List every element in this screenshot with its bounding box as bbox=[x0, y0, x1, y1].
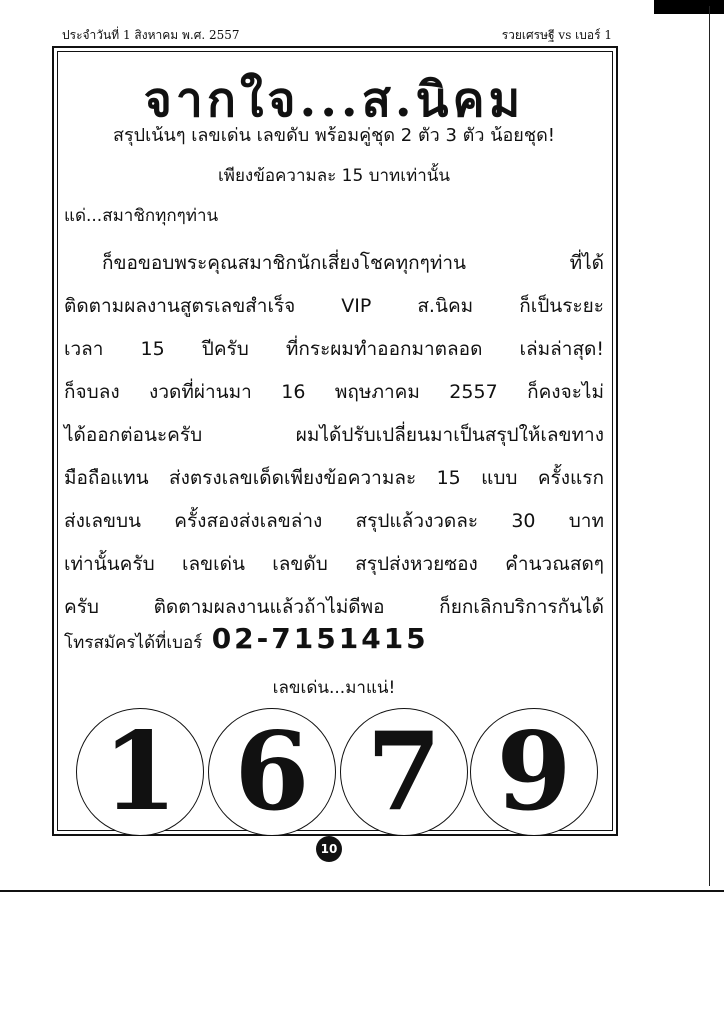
page-number-badge: 10 bbox=[316, 836, 342, 862]
body-line: ครับ ติดตามผลงานแล้วถ้าไม่ดีพอ ก็ยกเลิกบริการกันได้ bbox=[64, 596, 604, 618]
lucky-digit-circle bbox=[340, 708, 468, 836]
body-line: ส่งเลขบน ครั้งสองส่งเลขล่าง สรุปแล้วงวดละ 30 บาท bbox=[64, 510, 604, 532]
ad-title: จากใจ...ส.นิคม bbox=[143, 72, 525, 128]
lucky-digit-circle bbox=[208, 708, 336, 836]
ad-content bbox=[64, 56, 604, 835]
lucky-digit: 7 bbox=[366, 709, 442, 835]
body-line: มือถือแทน ส่งตรงเลขเด็ดเพียงข้อความละ 15 แบบ ครั้งแรก bbox=[64, 467, 604, 489]
ad-intro: แด่...สมาชิกทุกๆท่าน bbox=[64, 206, 219, 226]
phone-prefix: โทรสมัครได้ที่เบอร์ bbox=[64, 633, 203, 653]
body-line: ได้ออกต่อนะครับ ผมได้ปรับเปลี่ยนมาเป็นสรุปให้เลขทาง bbox=[64, 424, 604, 446]
header-publication: รวยเศรษฐี vs เบอร์ 1 bbox=[501, 28, 612, 42]
ad-subtitle: สรุปเน้นๆ เลขเด่น เลขดับ พร้อมคู่ชุด 2 ตัว 3 ตัว น้อยชุด! bbox=[113, 125, 555, 146]
lucky-digit-circle bbox=[470, 708, 598, 836]
ad-price-line: เพียงข้อความละ 15 บาทเท่านั้น bbox=[217, 166, 451, 186]
header-date: ประจำวันที่ 1 สิงหาคม พ.ศ. 2557 bbox=[62, 28, 240, 42]
bottom-rule bbox=[0, 890, 724, 892]
phone-number: 02-7151415 bbox=[211, 622, 429, 655]
lucky-digit: 9 bbox=[496, 709, 572, 835]
page-edge-rule bbox=[709, 6, 710, 886]
body-line: ติดตามผลงานสูตรเลขสำเร็จ VIP ส.นิคม ก็เป็นระยะ bbox=[64, 295, 604, 317]
lucky-digit-circle bbox=[76, 708, 204, 836]
lucky-digit: 1 bbox=[102, 709, 178, 835]
corner-bar bbox=[654, 0, 724, 14]
body-line: ก็จบลง งวดที่ผ่านมา 16 พฤษภาคม 2557 ก็คงจะไม่ bbox=[64, 381, 604, 403]
body-line: เท่านั้นครับ เลขเด่น เลขดับ สรุปส่งหวยซอง คำนวณสดๆ bbox=[64, 553, 604, 575]
body-line: ก็ขอขอบพระคุณสมาชิกนักเสี่ยงโชคทุกๆท่าน ที่ได้ bbox=[102, 252, 604, 274]
body-line: เวลา 15 ปีครับ ที่กระผมทำออกมาตลอด เล่มล่าสุด! bbox=[64, 338, 604, 360]
lucky-label: เลขเด่น...มาแน่! bbox=[272, 678, 396, 698]
phone-line bbox=[64, 622, 429, 656]
page-header bbox=[62, 26, 612, 46]
ad-body bbox=[64, 242, 604, 629]
lucky-digit: 6 bbox=[234, 709, 310, 835]
